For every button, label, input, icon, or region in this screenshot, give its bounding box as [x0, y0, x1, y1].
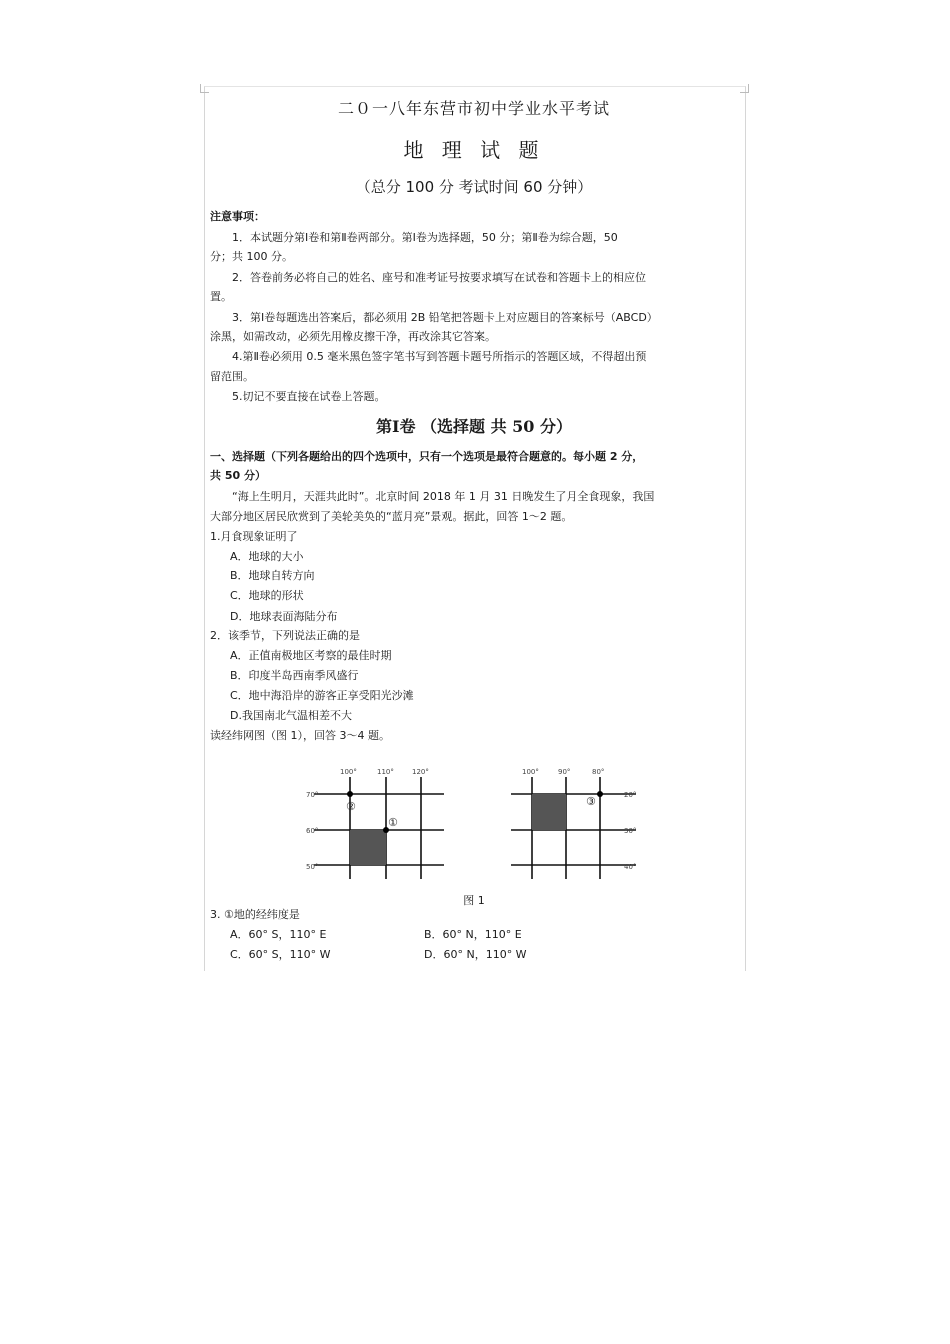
marker-2: ②: [346, 800, 356, 813]
right-side-label: 20°: [624, 791, 637, 799]
passage-line: “海上生明月，天涯共此时”。北京时间 2018 年 1 月 31 日晚发生了月全食现象，我国: [232, 490, 655, 503]
section-title: 第Ⅰ卷 （选择题 共 50 分）: [375, 417, 573, 436]
part-heading: 一、选择题（下列各题给出的四个选项中，只有一个选项是最符合题意的。每小题 2 分，: [210, 450, 644, 463]
exam-info: （总分 100 分 考试时间 60 分钟）: [355, 178, 593, 196]
q1-option-d: D．地球表面海陆分布: [230, 610, 338, 623]
marker-1: ①: [388, 816, 398, 829]
right-side-label: 40°: [624, 863, 637, 871]
shaded-cell-left: [350, 830, 386, 865]
marker-3: ③: [586, 795, 596, 808]
note-line: 5.切记不要直接在试卷上答题。: [232, 390, 386, 403]
question-2-stem: 2．该季节，下列说法正确的是: [210, 629, 360, 642]
q2-option-b: B．印度半岛西南季风盛行: [230, 669, 359, 682]
q3-option-a: A．60° S，110° E: [230, 928, 327, 941]
q1-option-c: C．地球的形状: [230, 589, 304, 602]
point-3: [597, 791, 603, 797]
q3-option-b: B．60° N，110° E: [424, 928, 522, 941]
figure-intro: 读经纬网图（图 1），回答 3～4 题。: [210, 729, 390, 742]
left-side-label: 60°: [306, 827, 319, 835]
left-side-label: 70°: [306, 791, 319, 799]
note-line: 4.第Ⅱ卷必须用 0.5 毫米黑色签字笔书写到答题卡题号所指示的答题区域，不得超出预: [232, 350, 647, 363]
left-side-label: 50°: [306, 863, 319, 871]
right-top-label: 100°: [522, 768, 539, 776]
right-side-label: 30°: [624, 827, 637, 835]
left-grid: [306, 768, 444, 879]
q3-option-c: C．60° S，110° W: [230, 948, 331, 961]
right-grid: [511, 768, 636, 879]
question-3-stem: 3. ①地的经纬度是: [210, 908, 300, 921]
note-line: 1．本试题分第Ⅰ卷和第Ⅱ卷两部分。第Ⅰ卷为选择题，50 分；第Ⅱ卷为综合题，50: [232, 231, 618, 244]
note-line: 分；共 100 分。: [210, 250, 293, 263]
note-line: 置。: [210, 290, 232, 303]
right-top-label: 80°: [592, 768, 605, 776]
left-top-label: 120°: [412, 768, 429, 776]
note-line: 涂黑，如需改动，必须先用橡皮擦干净，再改涂其它答案。: [210, 330, 496, 343]
right-top-label: 90°: [558, 768, 571, 776]
q2-option-d: D.我国南北气温相差不大: [230, 709, 352, 722]
point-2: [347, 791, 353, 797]
note-line: 2．答卷前务必将自己的姓名、座号和准考证号按要求填写在试卷和答题卡上的相应位: [232, 271, 646, 284]
note-line: 留范围。: [210, 370, 254, 383]
crop-mark-top-left: [200, 84, 209, 93]
crop-mark-top-right: [740, 84, 749, 93]
notes-title: 注意事项：: [210, 210, 265, 223]
note-line: 3．第Ⅰ卷每题选出答案后，都必须用 2B 铅笔把答题卡上对应题目的答案标号（ABCD）: [232, 311, 658, 324]
q2-option-c: C．地中海沿岸的游客正享受阳光沙滩: [230, 689, 414, 702]
passage-line: 大部分地区居民欣赏到了美轮美奂的“蓝月亮”景观。据此，回答 1～2 题。: [210, 510, 573, 523]
q2-option-a: A．正值南极地区考察的最佳时期: [230, 649, 392, 662]
left-top-label: 110°: [377, 768, 394, 776]
question-1-stem: 1.月食现象证明了: [210, 530, 298, 543]
q3-option-d: D．60° N，110° W: [424, 948, 527, 961]
q1-option-b: B．地球自转方向: [230, 569, 315, 582]
q1-option-a: A．地球的大小: [230, 550, 304, 563]
lat-long-grid-figure: [204, 752, 744, 902]
shaded-cell-right: [532, 794, 566, 830]
left-top-label: 100°: [340, 768, 357, 776]
figure-caption: 图 1: [463, 894, 485, 907]
part-heading-cont: 共 50 分）: [210, 469, 266, 482]
exam-title: 二０一八年东营市初中学业水平考试: [337, 99, 610, 118]
subject-title: 地 理 试 题: [403, 138, 545, 162]
